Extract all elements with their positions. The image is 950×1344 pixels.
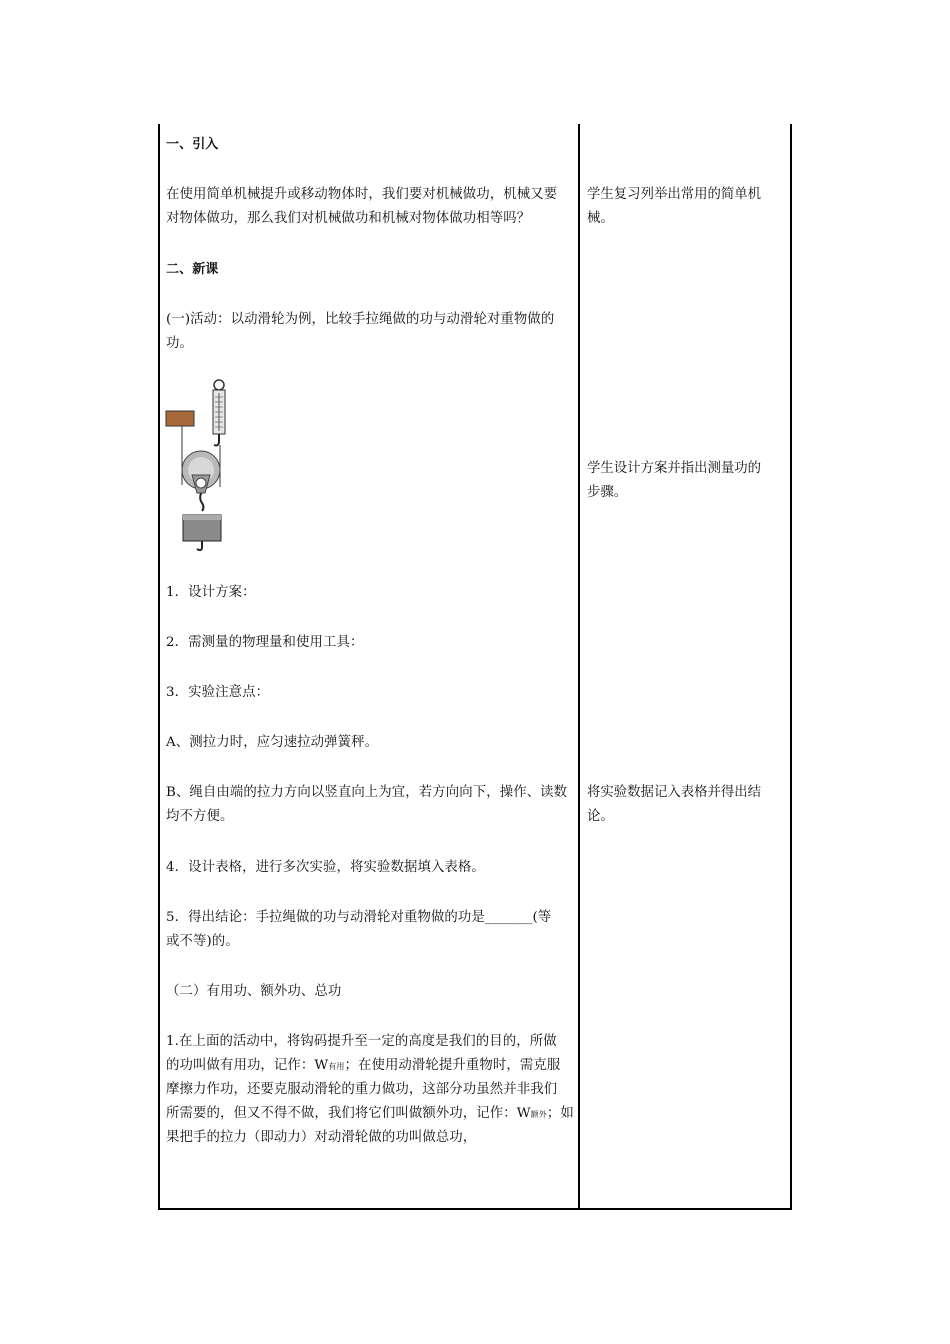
activity-line-2: 功。 bbox=[166, 336, 193, 351]
useful-work-subscript: 有用 bbox=[328, 1062, 345, 1071]
step-1: 1．设计方案： bbox=[166, 585, 256, 600]
useful-work-text: 的功叫做有用功，记作：W bbox=[166, 1058, 329, 1073]
step-2: 2．需测量的物理量和使用工具： bbox=[166, 635, 364, 650]
section-heading-intro: 一、引入 bbox=[166, 137, 219, 152]
student-activity-1-line-2: 械。 bbox=[587, 211, 614, 226]
paragraph-1-line-4 bbox=[166, 1102, 574, 1127]
student-activity-2-line-1: 学生设计方案并指出测量功的 bbox=[587, 461, 762, 476]
step-5-line-1: 5．得出结论：手拉绳做的功与动滑轮对重物做的功是_______(等 bbox=[166, 910, 552, 925]
extra-work-text: 所需要的，但又不得不做，我们将它们叫做额外功，记作：W bbox=[166, 1106, 531, 1121]
intro-line-2: 对物体做功，那么我们对机械做功和机械对物体做功相等吗？ bbox=[166, 211, 531, 226]
paragraph-1-line-3: 摩擦力作功，还要克服动滑轮的重力做功，这部分功虽然并非我们 bbox=[166, 1082, 558, 1097]
extra-work-text-cont: ；如 bbox=[546, 1106, 574, 1121]
table-right-border bbox=[790, 124, 792, 1210]
student-activity-3-line-2: 论。 bbox=[587, 809, 614, 824]
student-activity-2-line-2: 步骤。 bbox=[587, 485, 628, 500]
step-4: 4．设计表格，进行多次实验，将实验数据填入表格。 bbox=[166, 860, 485, 875]
useful-work-text-cont: ；在使用动滑轮提升重物时，需克服 bbox=[344, 1058, 561, 1073]
table-left-border bbox=[158, 124, 160, 1210]
table-column-divider bbox=[578, 124, 580, 1210]
note-b-line-2: 均不方便。 bbox=[166, 809, 234, 824]
note-b-line-1: B、绳自由端的拉力方向以竖直向上为宜，若方向向下，操作、读数 bbox=[166, 785, 568, 800]
activity-line-1: (一)活动：以动滑轮为例，比较手拉绳做的功与动滑轮对重物做的 bbox=[166, 312, 555, 327]
paragraph-1-line-1: 1.在上面的活动中，将钩码提升至一定的高度是我们的目的，所做 bbox=[166, 1034, 557, 1049]
student-activity-1-line-1: 学生复习列举出常用的简单机 bbox=[587, 187, 762, 202]
extra-work-subscript: 额外 bbox=[530, 1110, 547, 1119]
paragraph-1-line-2 bbox=[166, 1054, 560, 1079]
subsection-work-types: （二）有用功、额外功、总功 bbox=[166, 984, 342, 999]
intro-line-1: 在使用简单机械提升或移动物体时，我们要对机械做功，机械又要 bbox=[166, 187, 558, 202]
note-a: A、测拉力时，应匀速拉动弹簧秤。 bbox=[166, 735, 379, 750]
paragraph-1-line-5: 果把手的拉力（即动力）对动滑轮做的功叫做总功， bbox=[166, 1130, 477, 1145]
step-5-line-2: 或不等)的。 bbox=[166, 934, 239, 949]
section-heading-new-lesson: 二、新课 bbox=[166, 262, 219, 277]
movable-pulley-figure bbox=[162, 375, 242, 555]
table-bottom-border bbox=[158, 1208, 792, 1210]
step-3: 3．实验注意点： bbox=[166, 685, 270, 700]
student-activity-3-line-1: 将实验数据记入表格并得出结 bbox=[587, 785, 762, 800]
